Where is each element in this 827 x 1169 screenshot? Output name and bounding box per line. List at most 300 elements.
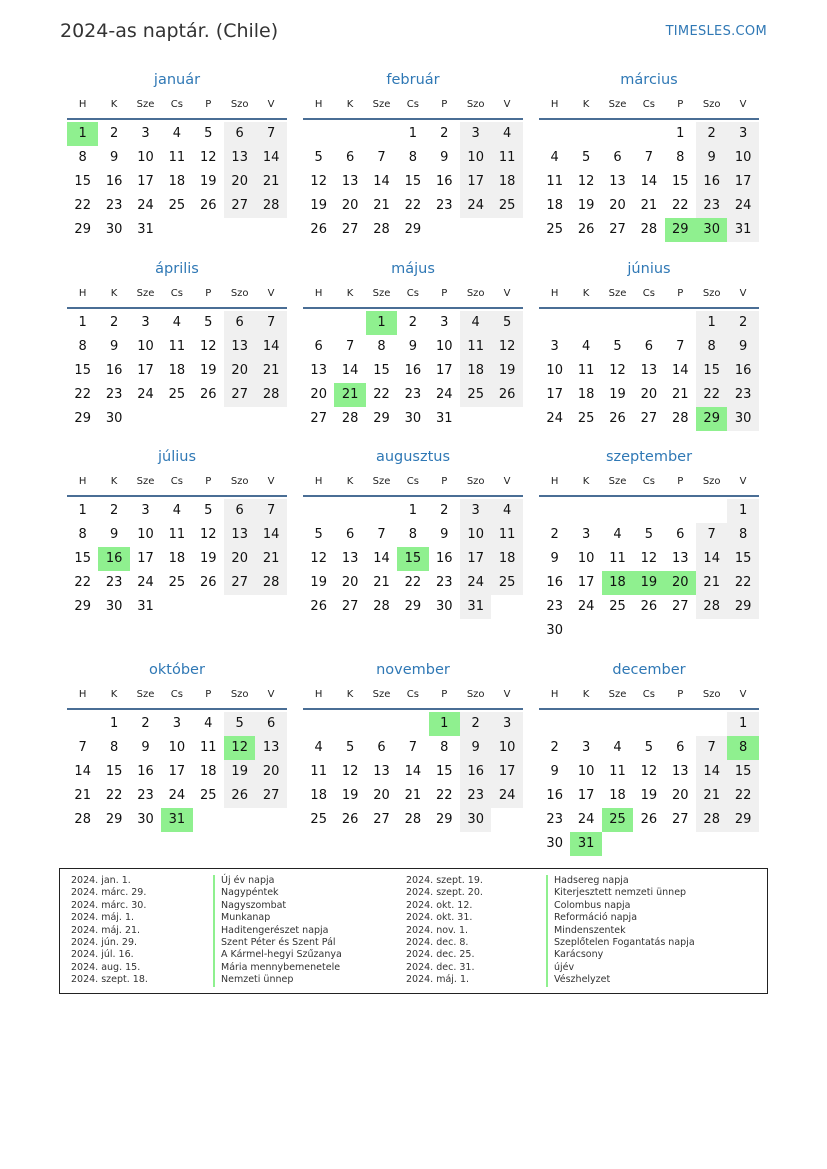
- day-cell: 3: [141, 315, 150, 330]
- day-cell: 16: [460, 760, 491, 784]
- day-cell: 20: [640, 387, 658, 402]
- day-cell: 29: [74, 599, 91, 614]
- weekday-label: P: [677, 476, 684, 487]
- day-cell: 4: [613, 527, 622, 542]
- day-cell: 19: [341, 788, 359, 803]
- weekday-label: H: [550, 476, 559, 487]
- holiday-day-cell: 12: [224, 736, 255, 760]
- legend-left-dates: [71, 875, 148, 987]
- day-cell: 8: [408, 527, 418, 542]
- day-cell: 25: [546, 222, 563, 237]
- day-cell: 17: [491, 760, 522, 784]
- day-cell: 22: [404, 575, 422, 590]
- day-cell: 23: [105, 575, 123, 590]
- day-cell: 7: [345, 339, 355, 354]
- day-cell: 2: [550, 740, 559, 755]
- weekday-label: P: [205, 689, 212, 700]
- day-cell: 13: [672, 551, 689, 566]
- month-name: szeptember: [605, 449, 693, 465]
- day-cell: 30: [546, 836, 563, 851]
- day-cell: 15: [696, 359, 727, 383]
- day-cell: 1: [727, 712, 758, 736]
- weekday-label: Sze: [608, 689, 627, 700]
- day-cell: 8: [377, 339, 386, 354]
- day-cell: 21: [373, 198, 390, 213]
- day-cell: 24: [577, 812, 595, 827]
- day-cell: 28: [640, 222, 658, 237]
- day-cell: 10: [460, 523, 491, 547]
- day-cell: 22: [373, 387, 390, 402]
- day-cell: 21: [696, 784, 727, 808]
- day-cell: 21: [255, 359, 286, 383]
- weekday-label: Cs: [642, 99, 655, 110]
- day-cell: 2: [696, 122, 727, 146]
- day-cell: 13: [224, 335, 255, 359]
- day-cell: 23: [137, 788, 154, 803]
- day-cell: 18: [168, 174, 186, 189]
- day-cell: 24: [727, 194, 758, 218]
- day-cell: 25: [491, 194, 522, 218]
- day-cell: 4: [172, 315, 182, 330]
- day-cell: 5: [345, 740, 355, 755]
- weekday-label: Cs: [406, 288, 419, 299]
- weekday-label: Szo: [466, 476, 485, 487]
- day-cell: 2: [109, 315, 119, 330]
- day-cell: 11: [168, 339, 186, 354]
- day-cell: 13: [640, 363, 658, 378]
- day-cell: 30: [105, 599, 123, 614]
- weekday-label: K: [346, 689, 354, 700]
- legend-holiday-name: Haditengerészet napja: [213, 925, 342, 937]
- weekday-label: Szo: [702, 476, 721, 487]
- day-cell: 3: [440, 315, 449, 330]
- holiday-day-cell: 15: [397, 547, 428, 571]
- day-cell: 10: [137, 150, 154, 165]
- day-cell: 18: [168, 551, 186, 566]
- legend-holiday-name: újév: [546, 962, 695, 974]
- holiday-day-cell: 25: [602, 808, 633, 832]
- day-cell: 14: [255, 335, 286, 359]
- day-cell: 19: [200, 174, 217, 189]
- day-cell: 25: [168, 198, 186, 213]
- weekday-label: H: [314, 288, 323, 299]
- day-cell: 16: [404, 363, 422, 378]
- day-cell: 27: [672, 812, 689, 827]
- day-cell: 28: [74, 812, 91, 827]
- holiday-legend: [59, 868, 768, 994]
- day-cell: 10: [137, 527, 154, 542]
- day-cell: 5: [204, 126, 213, 141]
- page-title: 2024-as naptár. (Chile): [60, 20, 279, 42]
- day-cell: 11: [200, 740, 217, 755]
- day-cell: 26: [640, 599, 658, 614]
- day-cell: 7: [644, 150, 654, 165]
- day-cell: 9: [727, 335, 758, 359]
- day-cell: 29: [727, 595, 758, 619]
- day-cell: 24: [460, 571, 491, 595]
- weekday-label: P: [205, 99, 212, 110]
- weekday-label: H: [550, 689, 559, 700]
- day-cell: 18: [310, 788, 327, 803]
- day-cell: 6: [345, 527, 355, 542]
- day-cell: 29: [436, 812, 453, 827]
- day-cell: 28: [696, 808, 727, 832]
- day-cell: 30: [436, 599, 453, 614]
- day-cell: 11: [491, 523, 522, 547]
- day-cell: 23: [696, 194, 727, 218]
- weekday-label: P: [677, 99, 684, 110]
- weekday-label: V: [267, 99, 275, 110]
- day-cell: 6: [224, 311, 255, 335]
- day-cell: 24: [168, 788, 186, 803]
- day-cell: 31: [436, 411, 453, 426]
- day-cell: 28: [696, 595, 727, 619]
- day-cell: 11: [609, 551, 626, 566]
- weekday-header: [539, 475, 759, 497]
- day-cell: 10: [491, 736, 522, 760]
- holiday-day-cell: 1: [67, 122, 98, 146]
- weekday-label: K: [582, 288, 590, 299]
- weekday-label: K: [346, 476, 354, 487]
- day-cell: 6: [676, 740, 685, 755]
- day-cell: 12: [491, 335, 522, 359]
- day-cell: 18: [577, 387, 595, 402]
- day-cell: 29: [74, 222, 91, 237]
- day-cell: 1: [696, 311, 727, 335]
- day-cell: 28: [341, 411, 359, 426]
- day-cell: 5: [204, 503, 213, 518]
- day-cell: 28: [404, 812, 422, 827]
- day-cell: 14: [341, 363, 359, 378]
- day-cell: 25: [609, 599, 626, 614]
- day-cell: 23: [105, 387, 123, 402]
- day-cell: 1: [78, 315, 87, 330]
- day-cell: 30: [404, 411, 422, 426]
- day-cell: 5: [314, 527, 323, 542]
- day-cell: 3: [581, 740, 591, 755]
- day-cell: 3: [141, 503, 150, 518]
- weekday-label: K: [582, 99, 590, 110]
- day-cell: 30: [460, 808, 491, 832]
- day-cell: 26: [310, 599, 327, 614]
- day-cell: 25: [168, 575, 186, 590]
- weekday-label: Szo: [466, 99, 485, 110]
- weekday-label: V: [739, 99, 747, 110]
- day-cell: 10: [577, 764, 595, 779]
- day-cell: 14: [74, 764, 91, 779]
- brand-link[interactable]: TIMESLES.COM: [665, 24, 767, 39]
- day-cell: 14: [404, 764, 422, 779]
- weekday-label: V: [267, 689, 275, 700]
- day-cell: 26: [341, 812, 359, 827]
- day-cell: 30: [105, 411, 123, 426]
- day-cell: 20: [310, 387, 327, 402]
- day-cell: 3: [727, 122, 758, 146]
- month-name: március: [620, 72, 678, 88]
- legend-date: 2024. szept. 18.: [71, 974, 148, 986]
- day-cell: 20: [609, 198, 626, 213]
- day-cell: 13: [373, 764, 390, 779]
- day-cell: 4: [172, 503, 182, 518]
- day-cell: 24: [137, 198, 154, 213]
- day-cell: 3: [460, 499, 491, 523]
- holiday-day-cell: 21: [334, 383, 365, 407]
- holiday-day-cell: 29: [696, 407, 727, 431]
- day-cell: 1: [408, 503, 418, 518]
- weekday-label: V: [503, 99, 511, 110]
- weekday-label: H: [78, 288, 87, 299]
- legend-right-dates: [406, 875, 483, 987]
- holiday-day-cell: 31: [570, 832, 601, 856]
- weekday-label: Szo: [230, 476, 249, 487]
- day-cell: 17: [168, 764, 186, 779]
- weekday-header: [303, 98, 523, 120]
- day-cell: 11: [491, 146, 522, 170]
- day-cell: 20: [255, 760, 286, 784]
- weekday-label: Szo: [702, 689, 721, 700]
- day-cell: 17: [577, 575, 595, 590]
- day-cell: 5: [204, 315, 213, 330]
- day-cell: 9: [109, 150, 119, 165]
- weekday-label: Sze: [372, 99, 391, 110]
- day-cell: 17: [727, 170, 758, 194]
- day-cell: 12: [200, 339, 217, 354]
- weekday-label: P: [441, 476, 448, 487]
- day-cell: 13: [341, 174, 359, 189]
- day-cell: 17: [137, 363, 154, 378]
- legend-date: 2024. dec. 8.: [406, 937, 469, 949]
- legend-date: 2024. szept. 19.: [406, 875, 483, 886]
- day-cell: 30: [137, 812, 154, 827]
- legend-date: 2024. szept. 20.: [406, 887, 483, 899]
- day-cell: 6: [345, 150, 355, 165]
- day-cell: 28: [373, 222, 390, 237]
- weekday-label: H: [314, 99, 323, 110]
- day-cell: 5: [314, 150, 323, 165]
- day-cell: 16: [105, 174, 123, 189]
- day-cell: 27: [672, 599, 689, 614]
- day-cell: 24: [546, 411, 563, 426]
- day-cell: 17: [460, 547, 491, 571]
- day-cell: 13: [310, 363, 327, 378]
- holiday-day-cell: 31: [161, 808, 192, 832]
- day-cell: 7: [377, 150, 386, 165]
- day-cell: 4: [460, 311, 491, 335]
- day-cell: 25: [491, 571, 522, 595]
- weekday-label: K: [582, 476, 590, 487]
- day-cell: 17: [577, 788, 595, 803]
- weekday-label: Sze: [372, 288, 391, 299]
- day-cell: 8: [78, 527, 87, 542]
- day-cell: 11: [577, 363, 595, 378]
- weekday-label: Sze: [136, 288, 155, 299]
- month-name: június: [627, 261, 671, 277]
- weekday-label: Szo: [466, 288, 485, 299]
- legend-holiday-name: Vészhelyzet: [546, 974, 695, 986]
- legend-date: 2024. okt. 12.: [406, 899, 473, 911]
- day-cell: 16: [137, 764, 154, 779]
- day-cell: 7: [408, 740, 418, 755]
- weekday-label: Szo: [702, 288, 721, 299]
- day-cell: 27: [224, 383, 255, 407]
- weekday-label: V: [267, 288, 275, 299]
- month-name: október: [149, 662, 205, 678]
- weekday-label: Szo: [230, 689, 249, 700]
- weekday-header: [67, 688, 287, 710]
- day-cell: 30: [105, 222, 123, 237]
- day-cell: 22: [105, 788, 123, 803]
- legend-holiday-name: Új év napja: [213, 875, 342, 887]
- weekday-label: V: [503, 476, 511, 487]
- day-cell: 16: [546, 788, 563, 803]
- weekday-label: Cs: [642, 288, 655, 299]
- weekday-label: H: [314, 476, 323, 487]
- day-cell: 9: [550, 764, 559, 779]
- day-cell: 8: [109, 740, 119, 755]
- day-cell: 31: [727, 218, 758, 242]
- day-cell: 2: [109, 503, 119, 518]
- day-cell: 22: [74, 575, 91, 590]
- legend-date: 2024. nov. 1.: [406, 924, 469, 936]
- day-cell: 21: [373, 575, 390, 590]
- day-cell: 26: [200, 575, 217, 590]
- day-cell: 4: [172, 126, 182, 141]
- legend-holiday-name: Szeplőtelen Fogantatás napja: [546, 937, 695, 949]
- legend-date: 2024. aug. 15.: [71, 961, 141, 973]
- day-cell: 25: [460, 383, 491, 407]
- day-cell: 24: [491, 784, 522, 808]
- day-cell: 13: [609, 174, 626, 189]
- day-cell: 3: [581, 527, 591, 542]
- weekday-label: H: [550, 99, 559, 110]
- day-cell: 1: [78, 503, 87, 518]
- weekday-header: [539, 287, 759, 309]
- day-cell: 9: [109, 527, 119, 542]
- day-cell: 10: [727, 146, 758, 170]
- day-cell: 15: [727, 547, 758, 571]
- day-cell: 19: [200, 551, 217, 566]
- holiday-day-cell: 19: [633, 571, 664, 595]
- weekday-label: Sze: [372, 689, 391, 700]
- day-cell: 15: [727, 760, 758, 784]
- day-cell: 29: [404, 599, 422, 614]
- day-cell: 30: [727, 407, 758, 431]
- day-cell: 14: [255, 146, 286, 170]
- day-cell: 2: [109, 126, 119, 141]
- day-cell: 31: [137, 222, 154, 237]
- day-cell: 22: [404, 198, 422, 213]
- day-cell: 21: [696, 571, 727, 595]
- day-cell: 23: [105, 198, 123, 213]
- day-cell: 26: [200, 387, 217, 402]
- weekday-label: Cs: [406, 99, 419, 110]
- weekday-label: Cs: [642, 689, 655, 700]
- day-cell: 12: [200, 527, 217, 542]
- legend-date: 2024. dec. 25.: [406, 949, 475, 961]
- day-cell: 13: [255, 736, 286, 760]
- weekday-label: Sze: [608, 476, 627, 487]
- day-cell: 22: [696, 383, 727, 407]
- weekday-label: Cs: [406, 476, 419, 487]
- weekday-label: Szo: [230, 99, 249, 110]
- day-cell: 9: [696, 146, 727, 170]
- day-cell: 5: [644, 527, 654, 542]
- day-cell: 4: [204, 716, 213, 731]
- day-cell: 26: [200, 198, 217, 213]
- weekday-header: [67, 287, 287, 309]
- day-cell: 19: [577, 198, 595, 213]
- day-cell: 2: [440, 503, 449, 518]
- legend-date: 2024. máj. 21.: [71, 924, 141, 936]
- day-cell: 17: [137, 174, 154, 189]
- day-cell: 3: [550, 339, 559, 354]
- weekday-label: H: [550, 288, 559, 299]
- day-cell: 6: [224, 499, 255, 523]
- day-cell: 27: [373, 812, 390, 827]
- day-cell: 17: [460, 170, 491, 194]
- day-cell: 6: [255, 712, 286, 736]
- day-cell: 13: [224, 146, 255, 170]
- day-cell: 24: [460, 194, 491, 218]
- weekday-label: H: [314, 689, 323, 700]
- legend-holiday-name: Nemzeti ünnep: [213, 974, 342, 986]
- day-cell: 22: [74, 387, 91, 402]
- weekday-label: H: [78, 476, 87, 487]
- weekday-label: V: [503, 288, 511, 299]
- day-cell: 31: [460, 595, 491, 619]
- day-cell: 25: [168, 387, 186, 402]
- day-cell: 9: [460, 736, 491, 760]
- day-cell: 27: [255, 784, 286, 808]
- weekday-header: [67, 475, 287, 497]
- legend-holiday-name: Reformáció napja: [546, 912, 695, 924]
- day-cell: 29: [404, 222, 422, 237]
- day-cell: 4: [314, 740, 323, 755]
- weekday-label: Cs: [642, 476, 655, 487]
- day-cell: 20: [224, 547, 255, 571]
- day-cell: 6: [224, 122, 255, 146]
- day-cell: 1: [408, 126, 418, 141]
- day-cell: 10: [546, 363, 563, 378]
- day-cell: 18: [460, 359, 491, 383]
- day-cell: 14: [255, 523, 286, 547]
- holiday-day-cell: 30: [696, 218, 727, 242]
- legend-right-names: [546, 875, 695, 987]
- weekday-label: V: [739, 689, 747, 700]
- day-cell: 3: [491, 712, 522, 736]
- day-cell: 20: [224, 170, 255, 194]
- day-cell: 2: [727, 311, 758, 335]
- day-cell: 26: [609, 411, 626, 426]
- day-cell: 19: [609, 387, 626, 402]
- legend-date: 2024. máj. 1.: [406, 974, 470, 986]
- weekday-header: [67, 98, 287, 120]
- weekday-label: Szo: [466, 689, 485, 700]
- weekday-label: V: [739, 476, 747, 487]
- legend-holiday-name: Nagyszombat: [213, 900, 342, 912]
- day-cell: 22: [436, 788, 453, 803]
- weekday-label: Sze: [608, 288, 627, 299]
- weekday-label: Sze: [136, 689, 155, 700]
- day-cell: 3: [172, 716, 182, 731]
- day-cell: 15: [105, 764, 123, 779]
- day-cell: 12: [577, 174, 595, 189]
- day-cell: 4: [491, 122, 522, 146]
- day-cell: 7: [377, 527, 386, 542]
- day-cell: 2: [550, 527, 559, 542]
- weekday-label: H: [78, 99, 87, 110]
- legend-holiday-name: Karácsony: [546, 949, 695, 961]
